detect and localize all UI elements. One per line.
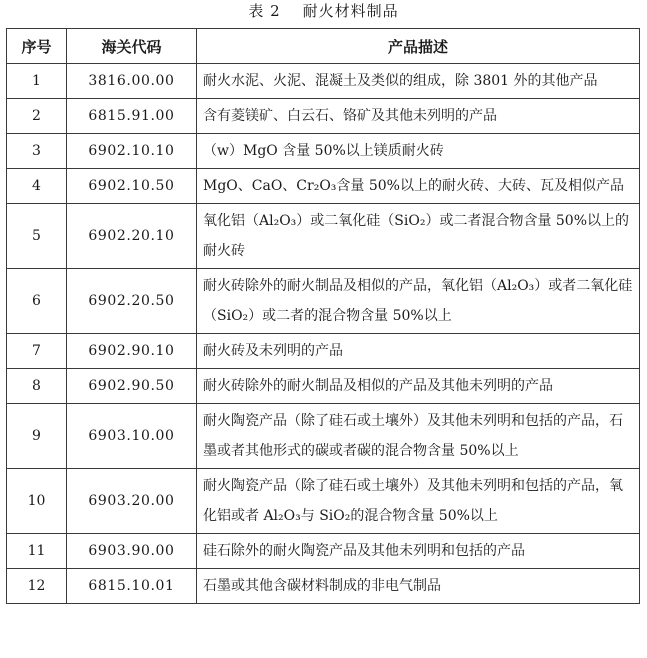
row-customs-code: 6903.90.00 xyxy=(67,534,197,569)
table-row xyxy=(7,534,640,569)
row-product-description: 耐火陶瓷产品（除了硅石或土壤外）及其他未列明和包括的产品，氧化铝或者 Al₂O₃与 SiO₂的混合物含量 50%以上 xyxy=(197,469,640,534)
row-customs-code: 3816.00.00 xyxy=(67,64,197,99)
table-row xyxy=(7,204,640,269)
row-customs-code: 6902.90.50 xyxy=(67,369,197,404)
table-title: 耐火材料制品 xyxy=(302,2,399,20)
row-serial-number: 2 xyxy=(7,99,67,134)
table-row xyxy=(7,99,640,134)
table-caption xyxy=(0,0,647,24)
row-customs-code: 6815.91.00 xyxy=(67,99,197,134)
table-row xyxy=(7,369,640,404)
header-serial-number: 序号 xyxy=(7,29,67,64)
row-product-description: 硅石除外的耐火陶瓷产品及其他未列明和包括的产品 xyxy=(197,534,640,569)
header-product-description: 产品描述 xyxy=(197,29,640,64)
refractory-products-table xyxy=(6,28,640,604)
row-serial-number: 4 xyxy=(7,169,67,204)
table-row xyxy=(7,169,640,204)
header-customs-code: 海关代码 xyxy=(67,29,197,64)
row-customs-code: 6902.10.10 xyxy=(67,134,197,169)
row-serial-number: 6 xyxy=(7,269,67,334)
row-customs-code: 6902.90.10 xyxy=(67,334,197,369)
table-row xyxy=(7,269,640,334)
row-serial-number: 3 xyxy=(7,134,67,169)
row-customs-code: 6903.10.00 xyxy=(67,404,197,469)
row-serial-number: 9 xyxy=(7,404,67,469)
table-number: 表 2 xyxy=(248,2,281,20)
row-customs-code: 6902.20.10 xyxy=(67,204,197,269)
row-customs-code: 6815.10.01 xyxy=(67,569,197,604)
row-product-description: 石墨或其他含碳材料制成的非电气制品 xyxy=(197,569,640,604)
row-product-description: 耐火水泥、火泥、混凝土及类似的组成，除 3801 外的其他产品 xyxy=(197,64,640,99)
row-serial-number: 7 xyxy=(7,334,67,369)
row-serial-number: 8 xyxy=(7,369,67,404)
table-header-row xyxy=(7,29,640,64)
row-serial-number: 10 xyxy=(7,469,67,534)
row-customs-code: 6903.20.00 xyxy=(67,469,197,534)
row-product-description: 含有菱镁矿、白云石、铬矿及其他未列明的产品 xyxy=(197,99,640,134)
table-row xyxy=(7,469,640,534)
table-row xyxy=(7,404,640,469)
row-serial-number: 1 xyxy=(7,64,67,99)
row-serial-number: 12 xyxy=(7,569,67,604)
table-row xyxy=(7,334,640,369)
row-customs-code: 6902.10.50 xyxy=(67,169,197,204)
row-product-description: 氧化铝（Al₂O₃）或二氧化硅（SiO₂）或二者混合物含量 50%以上的耐火砖 xyxy=(197,204,640,269)
row-customs-code: 6902.20.50 xyxy=(67,269,197,334)
row-serial-number: 5 xyxy=(7,204,67,269)
row-product-description: （w）MgO 含量 50%以上镁质耐火砖 xyxy=(197,134,640,169)
row-product-description: 耐火砖除外的耐火制品及相似的产品及其他未列明的产品 xyxy=(197,369,640,404)
table-row xyxy=(7,569,640,604)
row-product-description: 耐火陶瓷产品（除了硅石或土壤外）及其他未列明和包括的产品，石墨或者其他形式的碳或者碳的混合物含量 50%以上 xyxy=(197,404,640,469)
table-row xyxy=(7,134,640,169)
row-product-description: 耐火砖及未列明的产品 xyxy=(197,334,640,369)
table-row xyxy=(7,64,640,99)
row-product-description: MgO、CaO、Cr₂O₃含量 50%以上的耐火砖、大砖、瓦及相似产品 xyxy=(197,169,640,204)
row-product-description: 耐火砖除外的耐火制品及相似的产品，氧化铝（Al₂O₃）或者二氧化硅（SiO₂）或二者的混合物含量 50%以上 xyxy=(197,269,640,334)
row-serial-number: 11 xyxy=(7,534,67,569)
